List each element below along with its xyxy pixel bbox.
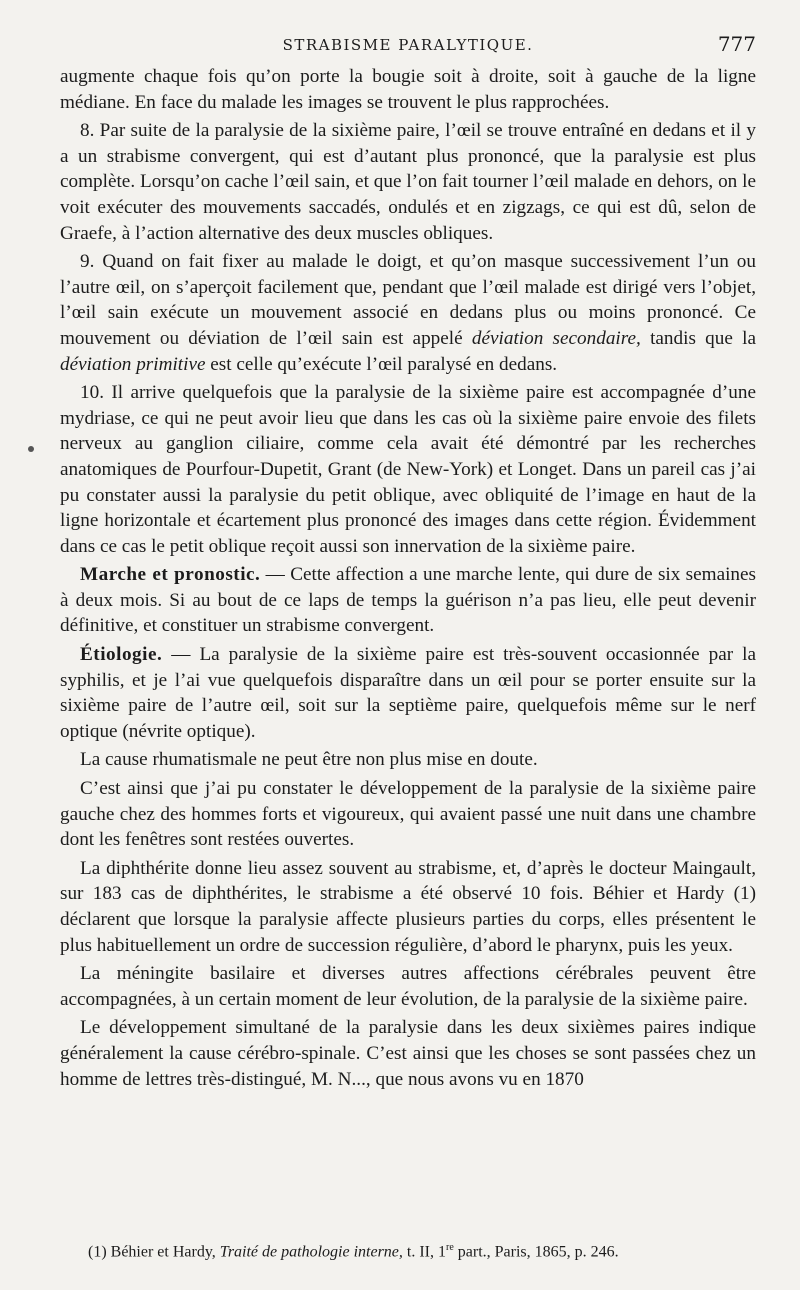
page-number: 777 — [717, 32, 756, 56]
paragraph-point-8: 8. Par suite de la paralysie de la sixième paire, l’œil se trouve entraîné en dedans et il y a un strabisme convergent, qui est d’autant plus prononcé, que la paralysie est plus complète. Lorsqu’on cache l’œil sain, et que l’on fait tourner l’œil malade en dehors, on le voit exécuter des mouvements saccadés, ondulés et en zigzags, ce qui est dû, selon de Graefe, à l’action alternative des deux muscles obliques. — [60, 120, 756, 244]
italic-term-secondary: déviation secondaire, — [471, 327, 641, 349]
footnote-title: Traité de pathologie interne, — [219, 1243, 403, 1261]
paragraph: Le développement simultané de la paralysie dans les deux sixièmes paires indique généralement la cause cérébro-spinale. C’est ainsi que les choses se sont passées chez un homme de lettres très-distingué, M. N..., que nous avons vu en 1870 — [60, 1017, 756, 1090]
footnote-superscript: re — [446, 1242, 454, 1253]
paragraph-diphtherite — [60, 856, 756, 958]
footnote-reference: (1) — [733, 883, 756, 905]
paragraph-point-10: 10. Il arrive quelquefois que la paralysie de la sixième paire est accompagnée d’une mydriase, ce qui ne peut avoir lieu que dans les cas où la sixième paire envoie des filets nerveux au ganglion ciliaire, comme cela avait été démontré par les recherches anatomiques de Pourfour-Dupetit, Grant (de New-York) et Longet. Dans un pareil cas j’ai pu constater aussi la paralysie du petit oblique, avec obliquité de l’image en haut de la ligne horizontale et écartement plus prononcé des images dans cette région. Évidemment dans ce cas le petit oblique reçoit aussi son innervation de la sixième paire. — [60, 382, 756, 557]
running-title: STRABISME PARALYTIQUE. — [282, 36, 534, 54]
margin-ink-dot — [28, 446, 34, 452]
paragraph: La méningite basilaire et diverses autres affections cérébrales peuvent être accompagnées, à un certain moment de leur évolution, de la paralysie de la sixième paire. — [60, 963, 756, 1010]
paragraph-text: déclarent que lorsque la paralysie affecte plusieurs parties du corps, elles présentent le plus habituellement un ordre de succession régulière, d’abord le pharynx, puis les yeux. — [60, 909, 756, 956]
paragraph: La cause rhumatismale ne peut être non plus mise en doute. — [80, 749, 538, 771]
section-etiologie — [60, 642, 756, 744]
section-heading: Marche et pronostic. — [80, 564, 261, 586]
paragraph-text: 9. Quand on fait fixer au malade le doigt, et qu’on masque successivement l’un ou l’autre œil, on s’aperçoit facilement que, pendant que l’œil malade est dirigé vers l’objet, l’œil sain exécute un mouvement associé en dedans plus ou moins prononcé. Ce mouvement ou déviation de l’œil sain est appelé — [60, 251, 756, 349]
body-text — [60, 64, 756, 1092]
paragraph-continuation: augmente chaque fois qu’on porte la bougie soit à droite, soit à gauche de la ligne médiane. En face du malade les images se trouvent le plus rapprochées. — [60, 66, 756, 113]
page-header — [60, 30, 756, 64]
paragraph-point-9 — [60, 249, 756, 377]
paragraph-text: La diphthérite donne lieu assez souvent au strabisme, et, d’après le docteur Maingault, sur 183 cas de diphthérites, le strabisme a été observé 10 fois. Béhier et Hardy — [60, 857, 756, 905]
paragraph-text: tandis que la — [640, 327, 756, 349]
paragraph-text: est celle qu’exécute l’œil paralysé en dedans. — [205, 353, 558, 375]
italic-term-primary: déviation primitive — [60, 353, 206, 375]
section-heading: Étiologie. — [80, 644, 163, 666]
footnote-authors: Béhier et Hardy, — [110, 1243, 216, 1261]
paragraph-text: — La paralysie de la sixième paire est très-souvent occasionnée par la syphilis, et je l’ai vue quelquefois disparaître dans un œil pour se porter ensuite sur la sixième paire de l’autre œil, soit sur la septième paire, quelquefois même sur le nerf optique (névrite optique). — [60, 644, 756, 742]
paragraph-text: — Cette affection a une marche lente, qui dure de six semaines à deux mois. Si au bout de ce laps de temps la guérison n’a pas lieu, elle peut devenir définitive, et constituer un strabisme convergent. — [60, 564, 756, 637]
footnote-marker: (1) — [88, 1243, 107, 1261]
footnote — [60, 1238, 756, 1262]
footnote-details: t. II, 1 — [406, 1243, 446, 1261]
section-marche-pronostic — [60, 562, 756, 639]
paragraph: C’est ainsi que j’ai pu constater le développement de la paralysie de la sixième paire gauche chez des hommes forts et vigoureux, qui avaient passé une nuit dans une chambre dont les fenêtres sont restées ouvertes. — [60, 778, 756, 851]
footnote-details-end: part., Paris, 1865, p. 246. — [453, 1243, 619, 1261]
